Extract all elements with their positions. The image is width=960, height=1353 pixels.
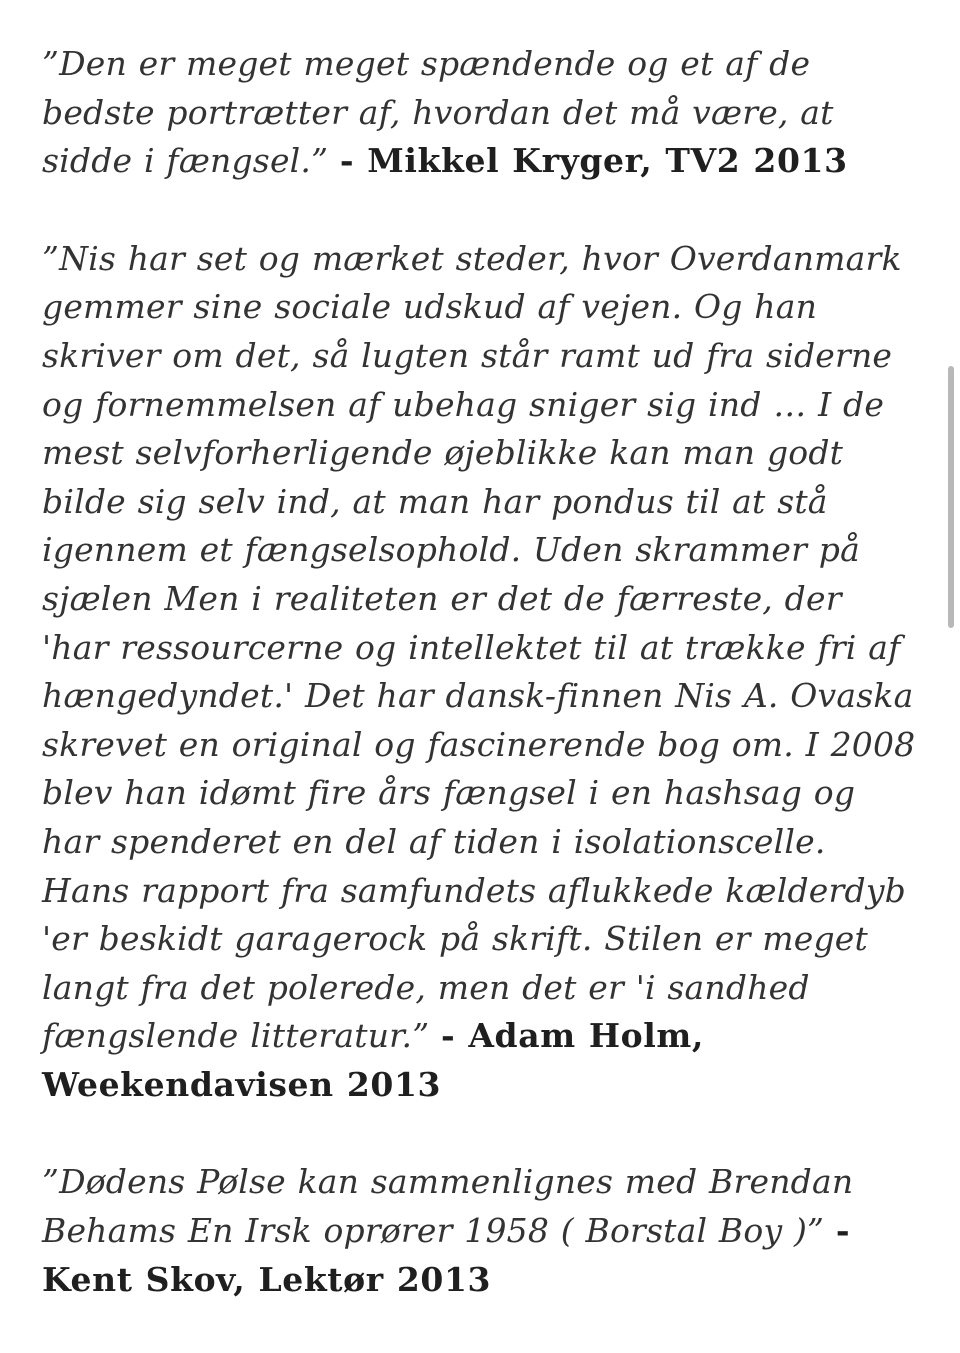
quote-attribution: - Adam Holm, Weekendavisen 2013 xyxy=(42,1016,704,1104)
quote-text: ”Nis har set og mærket steder, hvor Overdanmark gemmer sine sociale udskud af vejen. Og han skriver om det, så lugten står ramt ud fra siderne og fornemmelsen af ubehag sniger sig ind … I de mest selvforherligende øjeblikke kan man godt bilde sig selv ind, at man har pondus til at stå igennem et fængselsophold. Uden skrammer på sjælen Men i realiteten er det de færreste, der 'har ressourcerne og intellektet til at trække fri af hængedyndet.' Det har dansk-finnen Nis A. Ovaska skrevet en original og fascinerende bog om. I 2008 blev han idømt fire års fængsel i en hashsag og har spenderet en del af tiden i isolationscelle. Hans rapport fra samfundets aflukkede kælderdyb 'er beskidt garagerock på skrift. Stilen er meget langt fra det polerede, men det er 'i sandhed fængslende litteratur.” xyxy=(42,238,916,1056)
review-quote-3 xyxy=(42,1158,918,1304)
quote-text: ”Dødens Pølse kan sammenlignes med Brendan Behams En Irsk oprører 1958 ( Borstal Boy )” xyxy=(42,1162,854,1251)
scrollbar-thumb[interactable] xyxy=(948,366,954,628)
quote-attribution: - Mikkel Kryger, TV2 2013 xyxy=(339,141,848,181)
review-quote-1 xyxy=(42,40,918,186)
quote-attribution: - Kent Skov, Lektør 2013 xyxy=(42,1211,851,1299)
vertical-scrollbar[interactable] xyxy=(946,0,956,1322)
review-quote-2 xyxy=(42,235,918,1110)
reviews-section xyxy=(42,40,918,1353)
quote-text: ”Den er meget meget spændende og et af de bedste portrætter af, hvordan det må være, at sidde i fængsel.” xyxy=(42,44,834,181)
